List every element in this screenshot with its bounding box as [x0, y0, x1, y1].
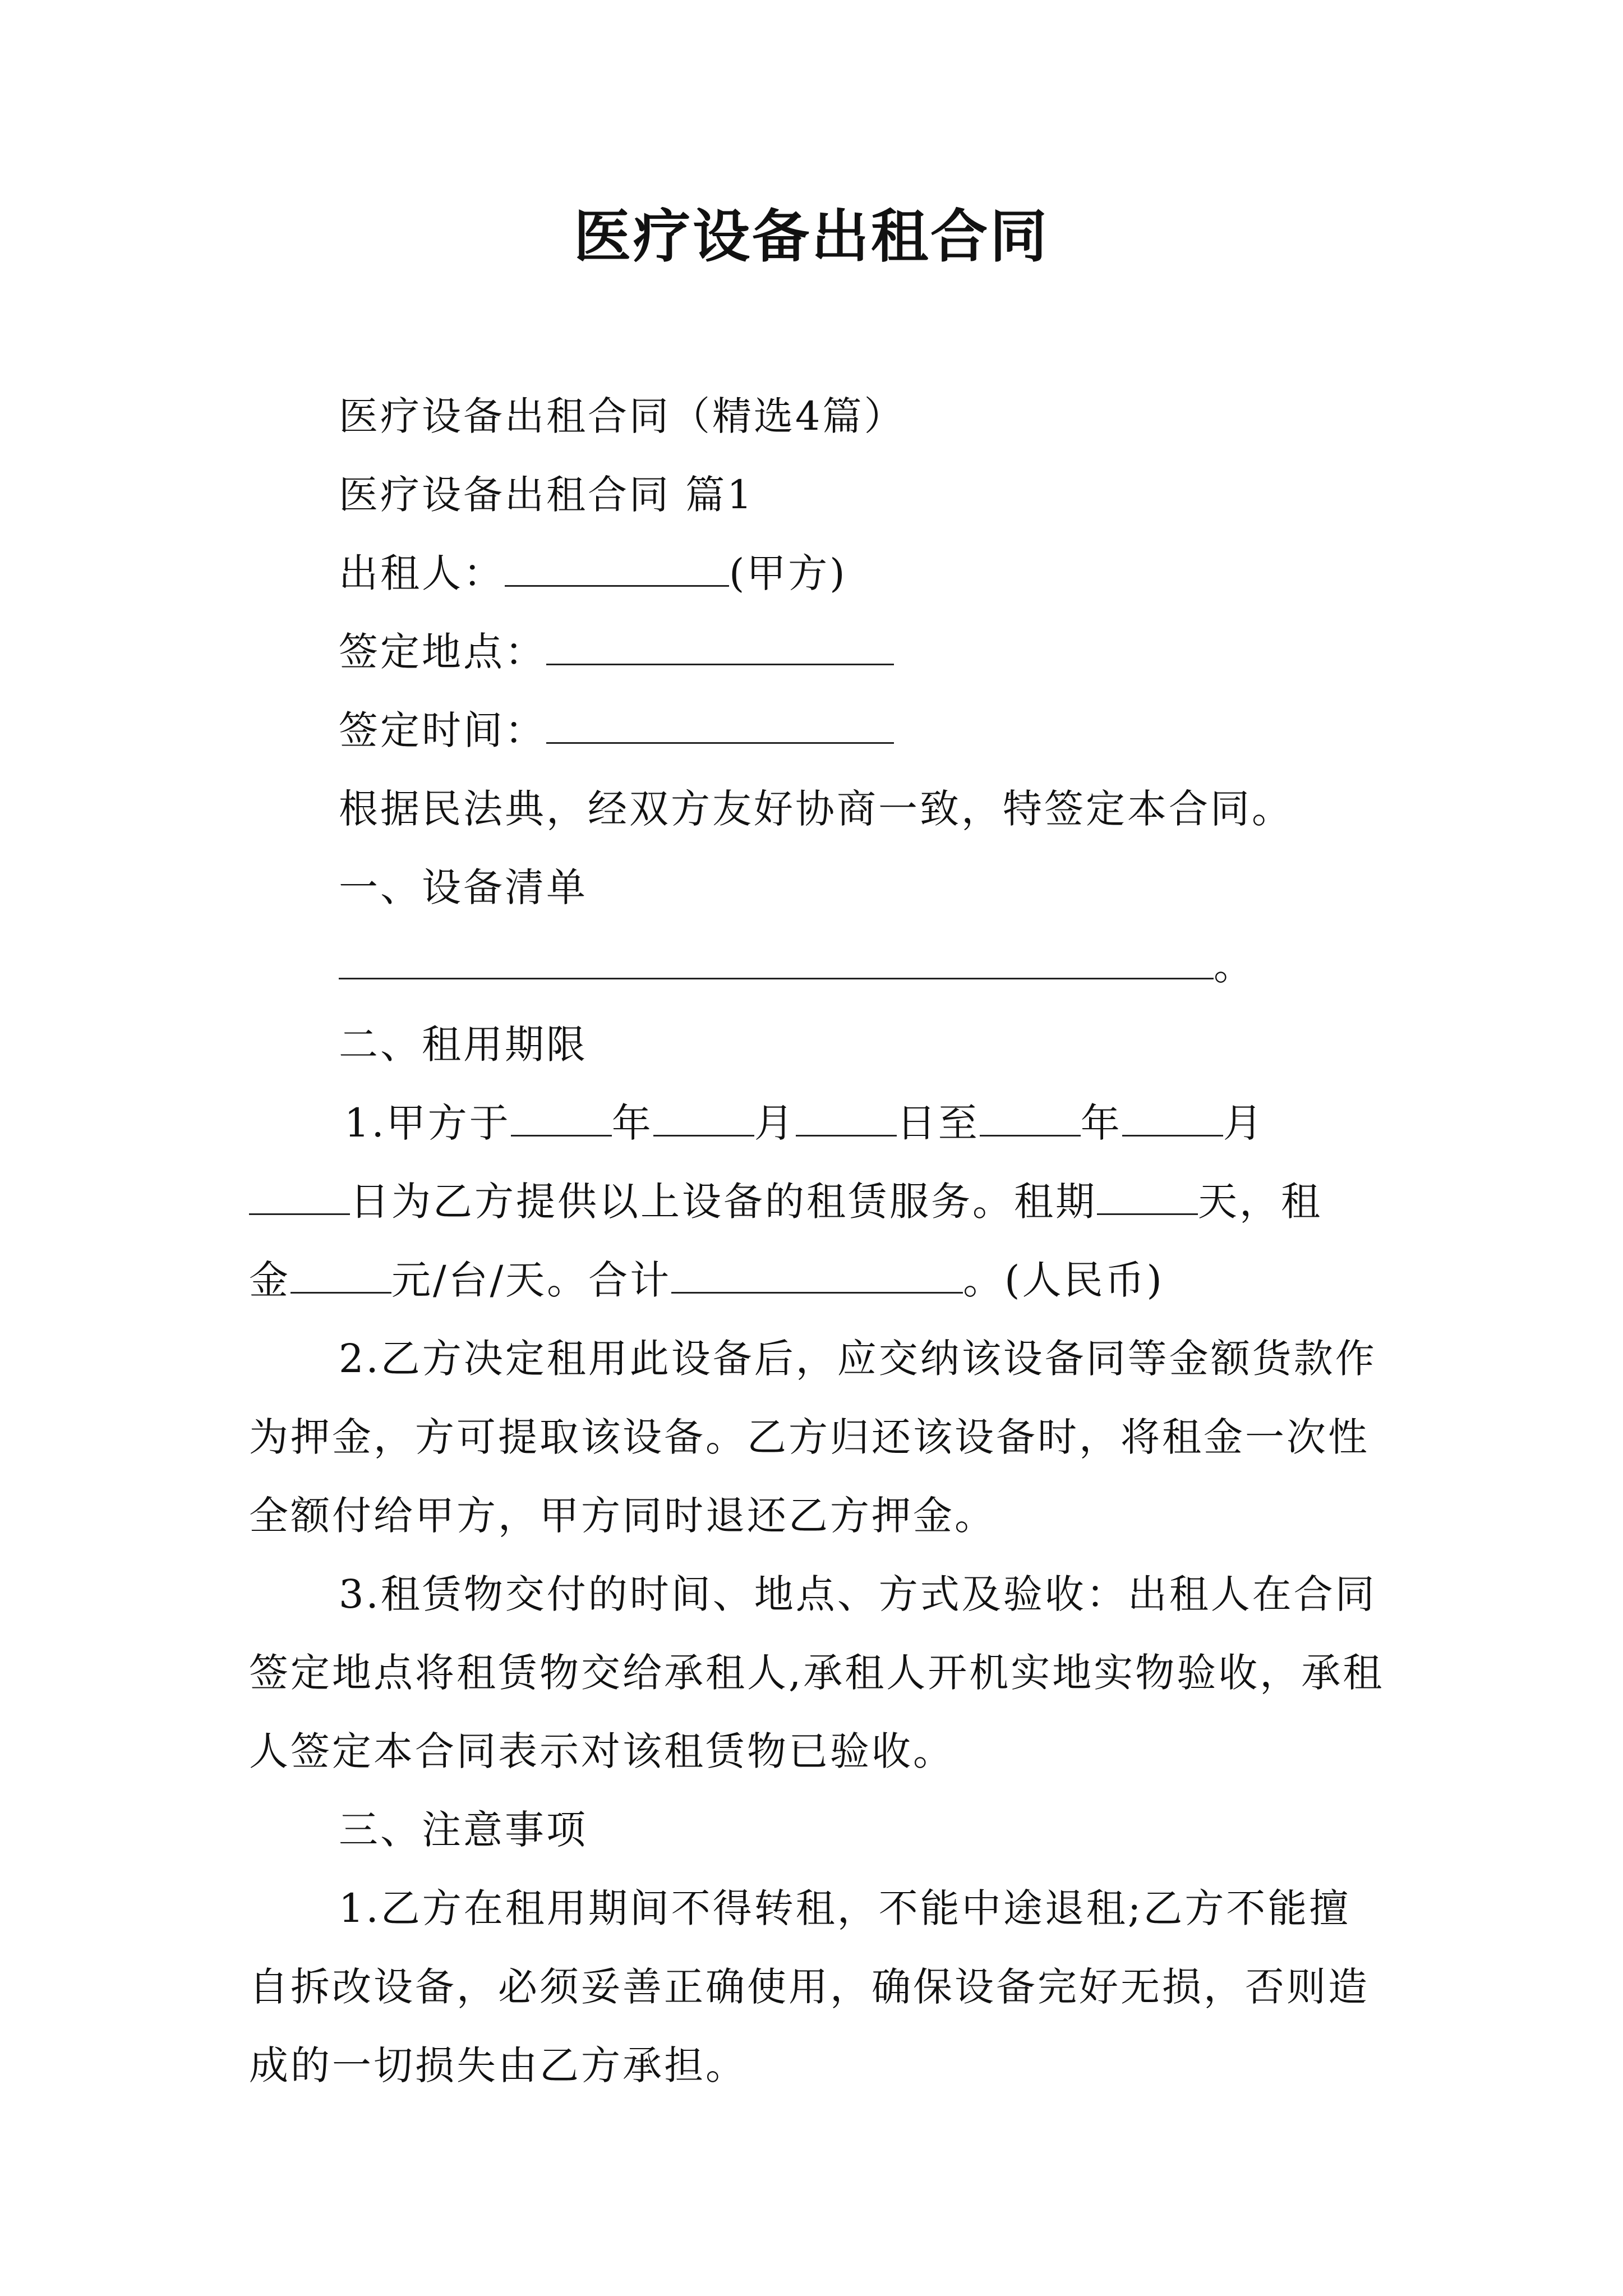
item1-text-k: 。(人民币) [963, 1257, 1164, 1303]
item1-text-f: 月 [1223, 1100, 1265, 1146]
item1-text-h: 天，租 [1198, 1179, 1322, 1225]
section2-item3: 3.租赁物交付的时间、地点、方式及验收：出租人在合同签定地点将租赁物交给承租人,承租人开机实地实物验收，承租人签定本合同表示对该租赁物已验收。 [249, 1571, 1385, 1774]
equipment-list-blank [339, 945, 1214, 979]
section3-heading: 三、注意事项 [339, 1807, 588, 1853]
section2-item2: 2.乙方决定租用此设备后，应交纳该设备同等金额货款作为押金，方可提取该设备。乙方归还该设备时，将租金一次性全额付给甲方，甲方同时退还乙方押金。 [249, 1336, 1377, 1539]
daily-rent-blank [291, 1259, 391, 1294]
place-label: 签定地点： [339, 629, 546, 675]
end-day-blank [249, 1181, 350, 1215]
section1-heading: 一、设备清单 [339, 864, 588, 910]
lessor-suffix: (甲方) [729, 550, 847, 596]
part-heading: 医疗设备出租合同 篇1 [339, 472, 754, 518]
place-line [249, 613, 1389, 691]
section2-item1 [249, 1084, 1389, 1319]
item1-text-i: 金 [249, 1257, 291, 1303]
section2-heading: 二、租用期限 [339, 1022, 588, 1068]
item1-text-d: 日至 [896, 1100, 980, 1146]
item1-text-e: 年 [1080, 1100, 1122, 1146]
time-blank [546, 710, 894, 744]
end-month-blank [1122, 1102, 1223, 1137]
term-days-blank [1097, 1181, 1198, 1215]
equipment-list-end: 。 [1214, 943, 1255, 989]
document-body [249, 377, 1389, 2105]
start-month-blank [653, 1102, 754, 1137]
subtitle: 医疗设备出租合同（精选4篇） [339, 393, 906, 439]
time-line [249, 691, 1389, 770]
document-title: 医疗设备出租合同 [574, 203, 1049, 270]
lessor-line [249, 534, 1389, 613]
item1-text-g: 日为乙方提供以上设备的租赁服务。租期 [350, 1179, 1097, 1225]
section3-item1: 1.乙方在租用期间不得转租，不能中途退租;乙方不能擅自拆改设备，必须妥善正确使用，确保设备完好无损，否则造成的一切损失由乙方承担。 [249, 1885, 1370, 2088]
total-blank [671, 1259, 963, 1294]
item1-text-j: 元/台/天。合计 [391, 1257, 672, 1303]
lessor-label: 出租人： [339, 550, 505, 596]
start-day-blank [796, 1102, 897, 1137]
lessor-blank [505, 553, 729, 587]
end-year-blank [980, 1102, 1081, 1137]
item1-text-c: 月 [754, 1100, 796, 1146]
start-year-blank [511, 1102, 612, 1137]
time-label: 签定时间： [339, 707, 546, 753]
equipment-list-line [249, 927, 1389, 1005]
place-blank [546, 631, 894, 665]
item1-text-b: 年 [611, 1100, 653, 1146]
intro-text: 根据民法典，经双方友好协商一致，特签定本合同。 [339, 786, 1293, 832]
item1-text-a: 1.甲方于 [344, 1100, 511, 1146]
